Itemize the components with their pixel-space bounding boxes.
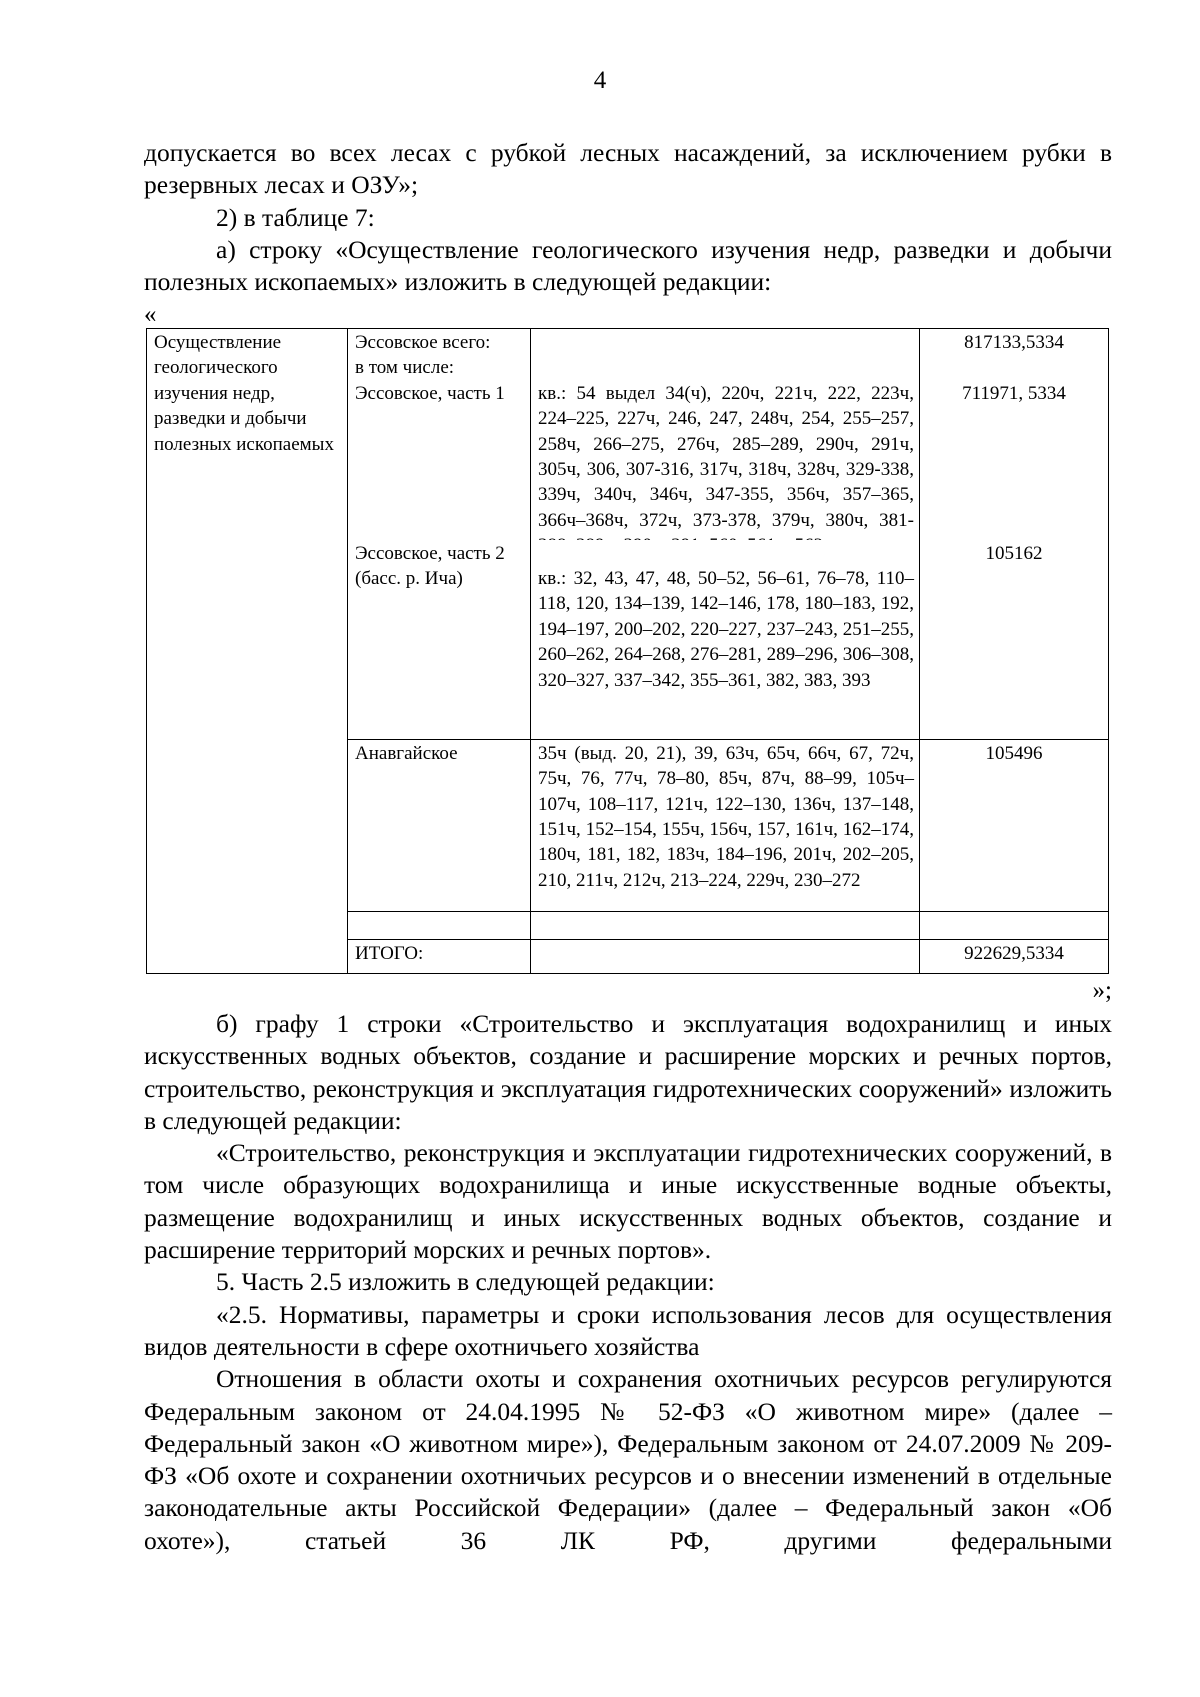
- table-row: [147, 540, 1109, 739]
- activity-cell-continued: [147, 540, 348, 739]
- quarters-part1: кв.: 54 выдел 34(ч), 220ч, 221ч, 222, 223ч, 224–225, 227ч, 246, 247, 248ч, 254, 255–257, 258ч, 266–275, 276ч, 285–289, 290ч, 291ч, 305ч, 306, 307-316, 317ч, 318ч, 328ч, 329-338, 339ч, 340ч, 346ч, 347-355, 356ч, 357–365, 366ч–368ч, 372ч, 373-378, 379ч, 380ч, 381-: [538, 382, 914, 531]
- activity-cell: Осуществление геологического изучения недр, разведки и добычи полезных ископаемых: [147, 329, 348, 974]
- closing-quote: »;: [1092, 977, 1112, 1004]
- paragraph-heading-2-5: «2.5. Нормативы, параметры и сроки использования лесов для осуществления видов деятельности в сфере охотничьего хозяйства: [144, 1299, 1112, 1361]
- area-part1: 711971, 5334: [962, 382, 1066, 404]
- opening-quote: «: [144, 301, 157, 328]
- paragraph-hunting-laws: Отношения в области охоты и сохранения охотничьих ресурсов регулируются Федеральным законом от 24.04.1995 № 52-ФЗ «О животном мире» (далее – Федеральный закон «О животном мире»), Федеральным законом от 24.07.2009 № 209-ФЗ «Об охоте и сохранении охотничьих ресурсов и о внесении изменений в отдельные законодательные акты Российской Федерации» (далее – Федеральный закон «Об охоте»), статьей 36 ЛК РФ, другими федеральными: [144, 1364, 1112, 1555]
- forestry-total-row-label: ИТОГО:: [348, 940, 531, 974]
- table-row: [147, 940, 1109, 974]
- geology-table-continued: [146, 540, 1109, 974]
- area-grand-total: 922629,5334: [920, 940, 1109, 974]
- activity-cell-continued: [147, 739, 348, 939]
- paragraph-row-a: а) строку «Осуществление геологического изучения недр, разведки и добычи полезных ископаемых» изложить в следующей редакции:: [144, 234, 1112, 297]
- area-part2: 105162: [920, 540, 1109, 739]
- forestry-part2-label: Эссовское, часть 2 (басс. р. Ича): [348, 540, 531, 739]
- forestry-anavgai-label: Анавгайское: [348, 739, 531, 939]
- quarters-part2: кв.: 32, 43, 47, 48, 50–52, 56–61, 76–78, 110–118, 120, 134–139, 142–146, 178, 180–183, 192, 194–197, 200–202, 220–227, 237–243, 251–255, 260–262, 264–268, 276–281, 289–296, 306–308, 320–327, 337–342, 355–361, 382, 383, 393: [531, 540, 920, 739]
- paragraph-part-2-5: 5. Часть 2.5 изложить в следующей редакции:: [216, 1267, 715, 1297]
- text-block-bottom: [144, 1008, 1112, 1557]
- paragraph-continuation: допускается во всех лесах с рубкой лесных насаждений, за исключением рубки в резервных лесах и ОЗУ»;: [144, 138, 1112, 200]
- area-anavgai: 105496: [920, 739, 1109, 939]
- area-total: 817133,5334: [964, 332, 1064, 353]
- activity-cell-end: [147, 940, 348, 974]
- forestry-part1-label: Эссовское, часть 1: [355, 382, 505, 404]
- quarters-anavgai: 35ч (выд. 20, 21), 39, 63ч, 65ч, 66ч, 67, 72ч, 75ч, 76, 77ч, 78–80, 85ч, 87ч, 88–99, 105ч–107ч, 108–117, 121ч, 122–130, 136ч, 137–148, 151ч, 152–154, 155ч, 156ч, 157, 161ч, 162–174, 180ч, 181, 182, 183ч, 184–196, 201ч, 202–205, 210, 211ч, 212ч, 213–224, 229ч, 230–272: [531, 739, 920, 939]
- page-number: 4: [593, 67, 607, 94]
- forestry-including-label: в том числе:: [355, 357, 455, 379]
- forestry-total-label: Эссовское всего:: [355, 332, 491, 353]
- paragraph-table7: 2) в таблице 7:: [216, 202, 375, 232]
- text-block-top: [144, 137, 1112, 298]
- table-row: [147, 739, 1109, 939]
- paragraph-row-b: б) графу 1 строки «Строительство и эксплуатация водохранилищ и иных искусственных водных объектов, создание и расширение морских и речных портов, строительство, реконструкция и эксплуатация гидротехнических сооружений» изложить в следующей редакции:: [144, 1009, 1112, 1135]
- paragraph-new-wording: «Строительство, реконструкция и эксплуатации гидротехнических сооружений, в том числе образующих водохранилища и иные искусственные водные объекты, размещение водохранилищ и иных искусственных водных объектов, создание и расширение территорий морских и речных портов».: [144, 1138, 1112, 1265]
- quarters-total-row: [531, 940, 920, 974]
